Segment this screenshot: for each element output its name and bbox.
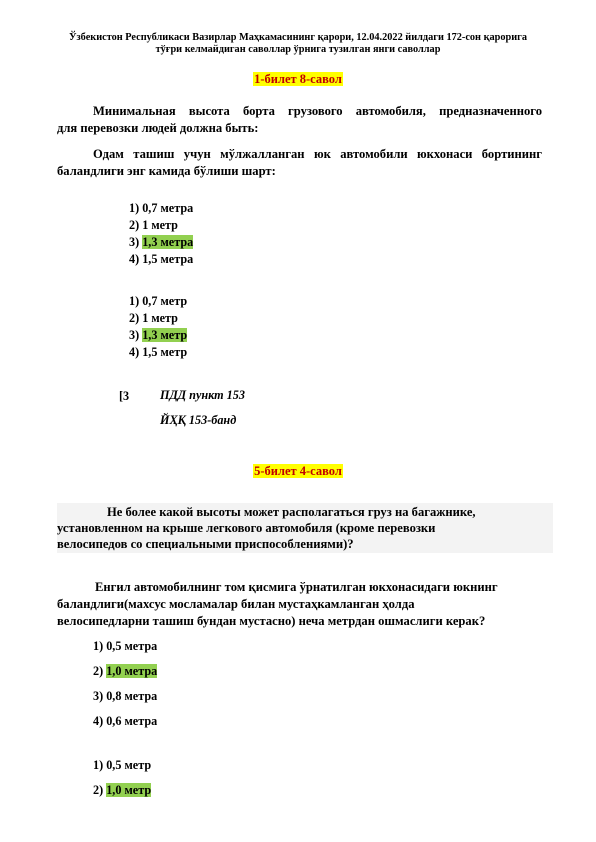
header-line-2: тўғри келмайдиган саволлар ўрнига тузилган янги саволлар — [155, 44, 441, 55]
q1-ru-option-4[interactable]: 4) 1,5 метра — [129, 252, 194, 266]
question-1-uz-line-2: баландлиги энг камида бўлиши шарт: — [57, 164, 276, 178]
q2-uz-option-2-number: 2) — [93, 783, 107, 797]
reference-uz: ЙҲҚ 153-банд — [160, 413, 237, 427]
header-line-1: Ўзбекистон Республикаси Вазирлар Маҳкамасининг қарори, 12.04.2022 йилдаги 172-сон қарорига — [68, 32, 528, 43]
question-2-ru — [57, 504, 542, 552]
q1-uz-option-4[interactable]: 4) 1,5 метр — [129, 345, 188, 359]
q2-uz-option-1[interactable]: 1) 0,5 метр — [93, 758, 152, 772]
q1-uz-option-2[interactable]: 2) 1 метр — [129, 311, 178, 325]
q2-ru-option-2[interactable] — [93, 663, 157, 679]
question-2-uz-line-3: велосипедларни ташиш бундан мустасно) неча метрдан ошмаслиги керак? — [57, 614, 486, 628]
question-1-uz — [57, 146, 542, 180]
q1-ru-option-1[interactable]: 1) 0,7 метра — [129, 201, 194, 215]
q2-uz-option-2[interactable] — [93, 782, 151, 798]
q1-ru-option-3[interactable] — [129, 234, 193, 250]
q2-ru-option-3[interactable]: 3) 0,8 метра — [93, 689, 158, 703]
reference-bracket: [3 — [119, 389, 130, 403]
q1-uz-option-1[interactable]: 1) 0,7 метр — [129, 294, 188, 308]
question-2-uz — [57, 579, 542, 630]
q1-ru-option-3-number: 3) — [129, 235, 143, 249]
ticket-label-1 — [0, 70, 596, 88]
q1-ru-correct-answer: 1,3 метра — [142, 235, 194, 249]
ticket-label-1-text: 1-билет 8-савол — [254, 72, 342, 86]
question-2-ru-line-1: Не более какой высоты может располагаться груз на багажнике, — [107, 505, 476, 519]
q2-ru-option-4[interactable]: 4) 0,6 метра — [93, 714, 158, 728]
reference-ru: ПДД пункт 153 — [160, 388, 245, 402]
q1-uz-correct-answer: 1,3 метр — [142, 328, 188, 342]
question-2-ru-line-3: велосипедов со специальными приспособлениями)? — [57, 537, 354, 551]
question-1-uz-line-1: Одам ташиш учун мўлжалланган юк автомобили юкхонаси бортининг — [93, 147, 542, 161]
q2-ru-option-1[interactable]: 1) 0,5 метра — [93, 639, 158, 653]
q1-uz-option-3-number: 3) — [129, 328, 143, 342]
ticket-label-2-text: 5-билет 4-савол — [254, 464, 342, 478]
question-2-uz-line-2: баландлиги(махсус мосламалар билан мустаҳкамланган ҳолда — [57, 597, 415, 611]
ticket-label-2 — [0, 462, 596, 480]
question-1-ru-line-2: для перевозки людей должна быть: — [57, 121, 259, 135]
q2-ru-correct-answer: 1,0 метра — [106, 664, 158, 678]
question-1-ru-line-1: Минимальная высота борта грузового автомобиля, предназначенного — [93, 104, 542, 118]
question-1-ru — [57, 103, 542, 137]
q2-uz-correct-answer: 1,0 метр — [106, 783, 152, 797]
question-2-uz-line-1: Енгил автомобилнинг том қисмига ўрнатилган юкхонасидаги юкнинг — [95, 580, 498, 594]
q1-uz-option-3[interactable] — [129, 327, 187, 343]
q2-ru-option-2-number: 2) — [93, 664, 107, 678]
question-2-ru-line-2: установленном на крыше легкового автомобиля (кроме перевозки — [57, 521, 436, 535]
q1-ru-option-2[interactable]: 2) 1 метр — [129, 218, 178, 232]
